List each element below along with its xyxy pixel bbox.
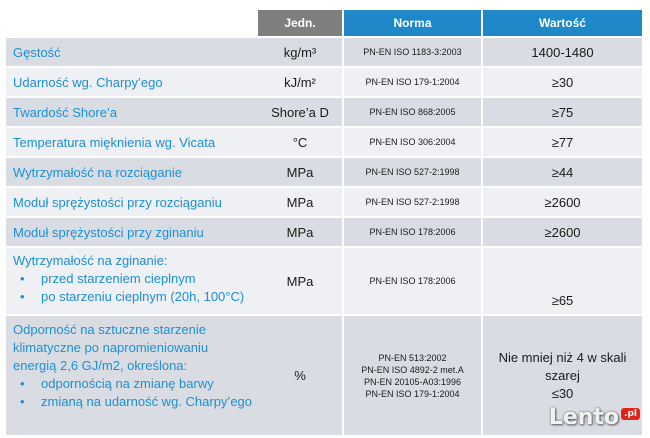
row-property: Gęstość: [6, 38, 258, 66]
row-property: Moduł sprężystości przy rozciąganiu: [6, 188, 258, 216]
list-item: • odpornością na zmianę barwy: [41, 375, 258, 393]
aging-property: [6, 316, 258, 435]
row-norm: PN-EN ISO 527-2:1998: [344, 188, 483, 216]
row-value: ≥2600: [483, 218, 642, 246]
header-blank: [6, 10, 258, 36]
row-property: Twardość Shore’a: [6, 98, 258, 126]
table-row: [6, 36, 642, 66]
aging-value-line: szarej: [545, 367, 580, 383]
row-norm: PN-EN ISO 868:2005: [344, 98, 483, 126]
table-row-bending: [6, 246, 642, 314]
row-value: ≥2600: [483, 188, 642, 216]
row-norm: PN-EN ISO 527-2:1998: [344, 158, 483, 186]
bending-value: ≥65: [483, 248, 642, 314]
bending-norm: PN-EN ISO 178:2006: [344, 248, 483, 314]
row-value: ≥75: [483, 98, 642, 126]
row-norm: PN-EN ISO 306:2004: [344, 128, 483, 156]
row-unit: kg/m³: [258, 38, 344, 66]
aging-value-line: Nie mniej niż 4 w skali: [498, 349, 627, 365]
row-property: Udarność wg. Charpy’ego: [6, 68, 258, 96]
aging-value-line: ≤30: [551, 385, 574, 401]
table-row: [6, 186, 642, 216]
aging-norms: [344, 316, 483, 435]
table-row: [6, 126, 642, 156]
table-row: [6, 96, 642, 126]
aging-norm: PN-EN 20105-A03:1996: [363, 376, 462, 387]
row-norm: PN-EN ISO 179-1:2004: [344, 68, 483, 96]
aging-title-line: klimatyczne po napromieniowaniu: [13, 340, 209, 355]
row-unit: kJ/m²: [258, 68, 344, 96]
row-property: Moduł sprężystości przy zginaniu: [6, 218, 258, 246]
table-header: [6, 10, 642, 36]
row-value: ≥44: [483, 158, 642, 186]
row-property: Temperatura mięknienia wg. Vicata: [6, 128, 258, 156]
table-row: [6, 66, 642, 96]
aging-list: [13, 375, 258, 411]
row-norm: PN-EN ISO 178:2006: [344, 218, 483, 246]
aging-unit: %: [258, 316, 344, 435]
bending-list: [13, 270, 258, 306]
list-item: • po starzeniu cieplnym (20h, 100°C): [41, 288, 258, 306]
list-item: • zmianą na udarność wg. Charpy’ego: [41, 393, 258, 411]
row-norm: PN-EN ISO 1183-3:2003: [344, 38, 483, 66]
aging-norm: PN-EN 513:2002: [378, 352, 447, 363]
row-unit: MPa: [258, 188, 344, 216]
aging-title-line: Odporność na sztuczne starzenie: [13, 322, 206, 337]
watermark-brand: Lento: [548, 405, 620, 430]
row-unit: °C: [258, 128, 344, 156]
row-unit: Shore’a D: [258, 98, 344, 126]
row-value: ≥77: [483, 128, 642, 156]
table-row: [6, 216, 642, 246]
header-value: Wartość: [483, 10, 642, 36]
properties-table: [6, 10, 642, 435]
list-item: • przed starzeniem cieplnym: [41, 270, 258, 288]
table-row-aging: [6, 314, 642, 435]
bending-unit: MPa: [258, 248, 344, 314]
row-property: Wytrzymałość na rozciąganie: [6, 158, 258, 186]
row-value: 1400-1480: [483, 38, 642, 66]
row-unit: MPa: [258, 218, 344, 246]
bending-property: [6, 248, 258, 314]
aging-norm: PN-EN ISO 4892-2 met.A: [361, 364, 464, 375]
table-row: [6, 156, 642, 186]
header-norm: Norma: [344, 10, 483, 36]
aging-norm: PN-EN ISO 179-1:2004: [365, 388, 460, 399]
bending-title: Wytrzymałość na zginanie:: [13, 253, 168, 268]
watermark-suffix: .pl: [621, 408, 640, 420]
lento-watermark-logo: [549, 405, 640, 430]
row-value: ≥30: [483, 68, 642, 96]
aging-title-line: energią 2,6 GJ/m2, określona:: [13, 358, 188, 373]
row-unit: MPa: [258, 158, 344, 186]
header-unit: Jedn.: [258, 10, 344, 36]
